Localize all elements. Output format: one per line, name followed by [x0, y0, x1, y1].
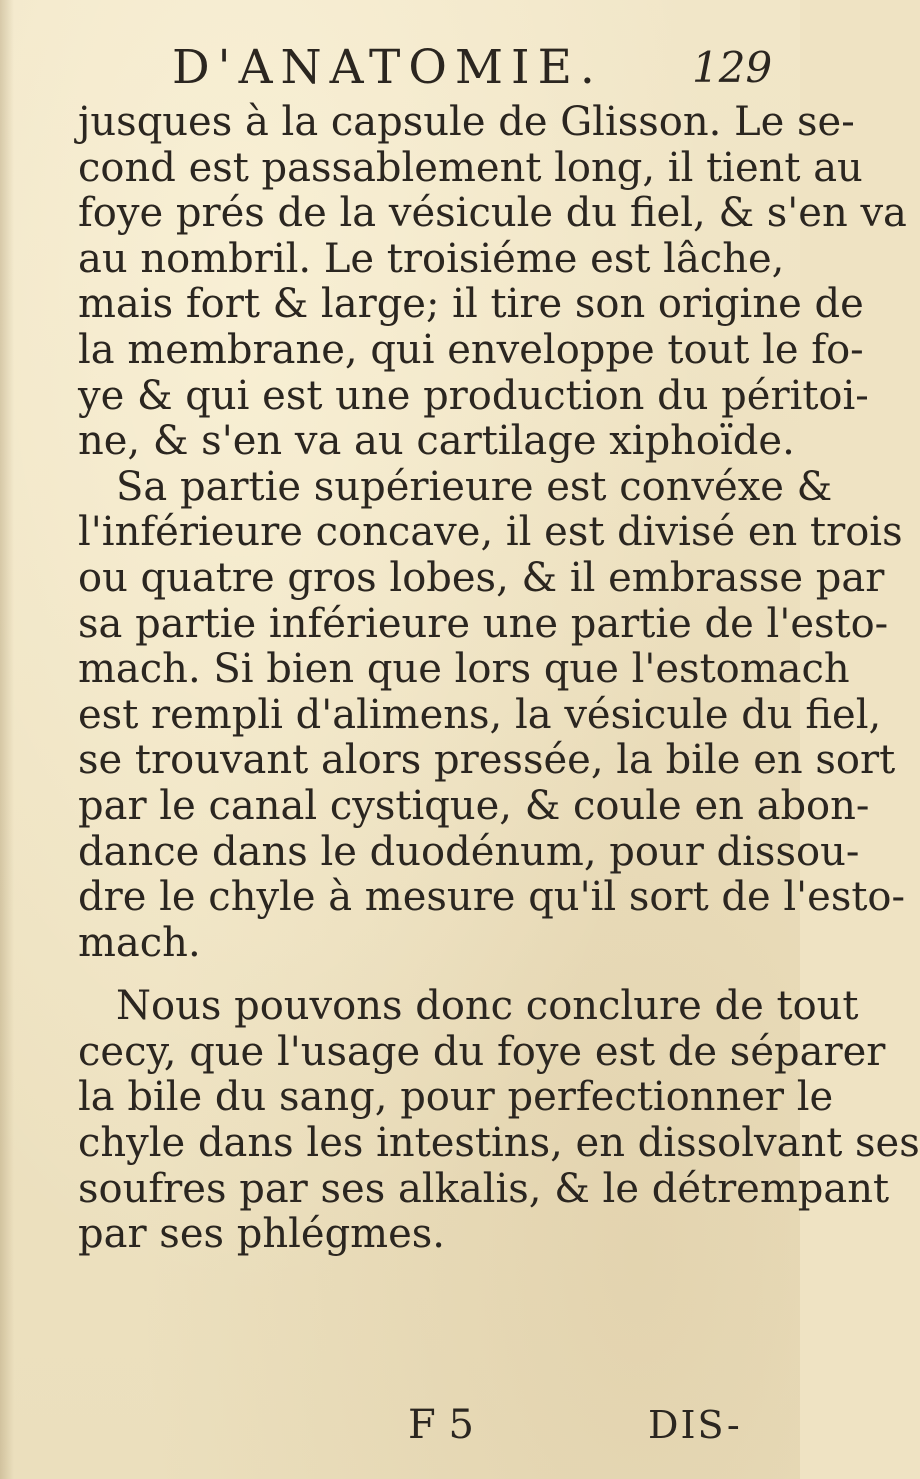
text-line: Sa partie supérieure est convéxe & [116, 463, 833, 510]
text-line: ye & qui est une production du péritoi- [78, 372, 869, 419]
body-text [78, 99, 920, 1258]
text-line: dre le chyle à mesure qu'il sort de l'esto- [78, 874, 906, 921]
text-line: cecy, que l'usage du foye est de séparer [78, 1028, 886, 1075]
text-line: chyle dans les intestins, en dissolvant ses [78, 1120, 920, 1167]
text-line: dance dans le duodénum, pour dissou- [78, 828, 860, 875]
text-line: soufres par ses alkalis, & le détrempant [78, 1165, 890, 1212]
text-line: mais fort & large; il tire son origine de [78, 281, 864, 328]
text-line: ne, & s'en va au cartilage xiphoïde. [78, 418, 795, 465]
running-head [172, 38, 772, 98]
catchword: DIS- [648, 1403, 742, 1447]
text-line: foye prés de la vésicule du fiel, & s'en va [78, 190, 907, 237]
text-line: sa partie inférieure une partie de l'esto- [78, 600, 889, 647]
text-line: l'inférieure concave, il est divisé en trois [78, 509, 903, 556]
paragraph-gap [78, 966, 768, 984]
text-line: au nombril. Le troisiéme est lâche, [78, 235, 785, 282]
text-line: ou quatre gros lobes, & il embrasse par [78, 554, 885, 601]
text-line: cond est passablement long, il tient au [78, 144, 863, 191]
page-number: 129 [692, 43, 773, 92]
text-line: se trouvant alors pressée, la bile en sort [78, 737, 896, 784]
text-line: jusques à la capsule de Glisson. Le se- [78, 99, 855, 145]
text-line: mach. [78, 919, 201, 966]
text-line: par ses phlégmes. [78, 1211, 446, 1258]
signature-mark: F 5 [408, 1402, 474, 1448]
page-gutter-shadow [0, 0, 14, 1479]
text-line: par le canal cystique, & coule en abon- [78, 782, 870, 829]
text-line: mach. Si bien que lors que l'estomach [78, 646, 850, 693]
text-line: la bile du sang, pour perfectionner le [78, 1074, 834, 1121]
text-line: Nous pouvons donc conclure de tout [116, 983, 859, 1030]
text-line: est rempli d'alimens, la vésicule du fiel, [78, 691, 882, 738]
text-line: la membrane, qui enveloppe tout le fo- [78, 326, 864, 373]
page-footer [0, 1395, 800, 1455]
running-title: D'ANATOMIE. [172, 40, 603, 95]
